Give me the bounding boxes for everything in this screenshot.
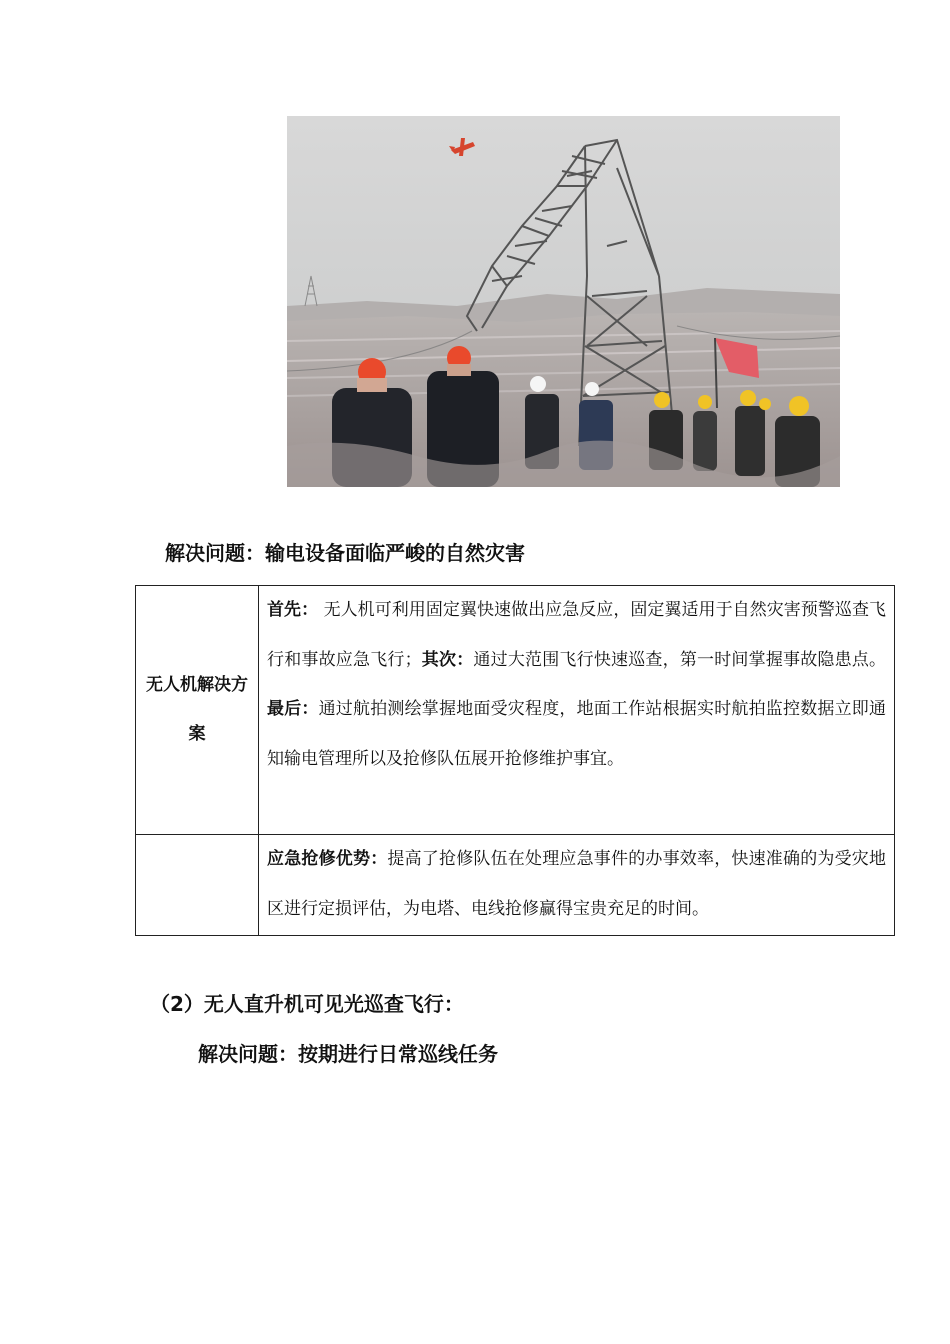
section-subheading-problem: 解决问题：按期进行日常巡线任务 (198, 1042, 498, 1066)
last-text: 通过航拍测绘掌握地面受灾程度，地面工作站根据实时航拍监控数据立即通知输电管理所以及抢修队伍展开抢修维护事宜。 (267, 699, 887, 769)
second-label: 其次： (421, 649, 474, 670)
advantage-text: 提高了抢修队伍在处理应急事件的办事效率，快速准确的为受灾地区进行定损评估，为电塔、电线抢修赢得宝贵充足的时间。 (267, 849, 887, 919)
first-text: 无人机可利用固定翼快速做出应急反应，固定翼适用于自然灾害预警巡查飞行和事故应急飞行； (267, 600, 887, 670)
first-label: 首先： (267, 600, 319, 620)
second-text: 通过大范围飞行快速巡查，第一时间掌握事故隐患点。 (473, 649, 887, 670)
solution-table (135, 585, 895, 936)
collapsed-power-tower-photo (287, 116, 840, 487)
row-label-cell (136, 586, 259, 835)
table-row (136, 835, 895, 936)
section-heading-problem: 解决问题：输电设备面临严峻的自然灾害 (165, 541, 525, 565)
table-row (136, 586, 895, 835)
section-heading-helicopter: （2）无人直升机可见光巡查飞行： (150, 992, 464, 1016)
advantage-label: 应急抢修优势： (267, 849, 388, 869)
row-content-cell (259, 586, 895, 835)
last-label: 最后： (267, 699, 319, 719)
row-content-cell (259, 835, 895, 936)
row-label: 无人机解决方案 (146, 675, 248, 744)
row-label-cell (136, 835, 259, 936)
